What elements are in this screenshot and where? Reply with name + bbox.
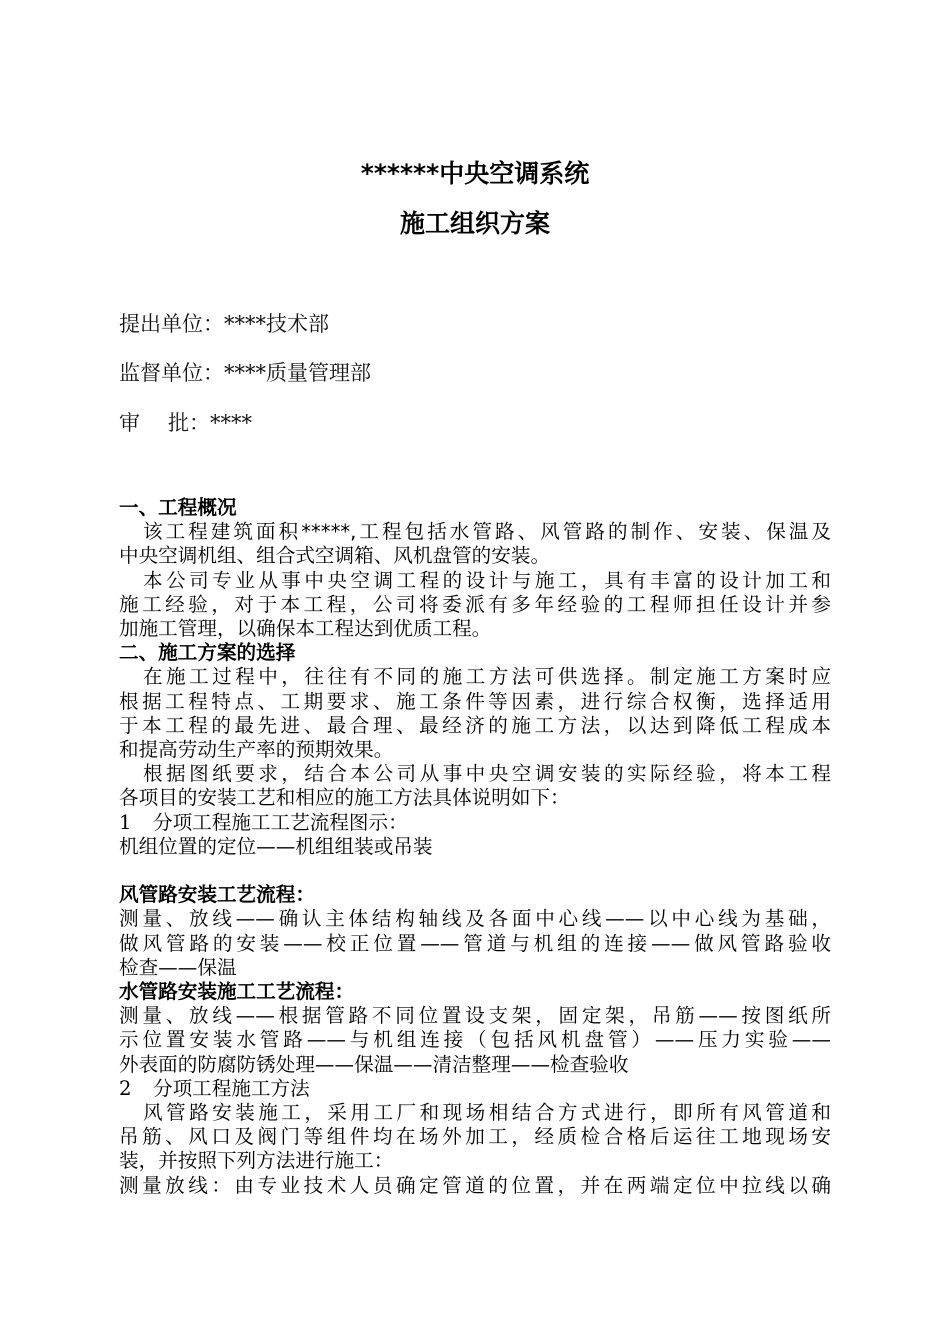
document-title: ******中央空调系统 xyxy=(360,159,590,188)
paragraph xyxy=(119,1174,831,1198)
text-line: 做风管路的安装——校正位置——管道与机组的连接——做风管路验收 xyxy=(119,931,831,955)
section-heading: 一、工程概况 xyxy=(119,496,237,519)
water-flow-heading: 水管路安装施工工艺流程： xyxy=(119,980,355,1004)
document-body xyxy=(119,496,831,1198)
paragraph xyxy=(119,1101,831,1125)
duct-flow-paragraph xyxy=(119,907,831,980)
item-text: 分项工程施工方法 xyxy=(153,1076,310,1100)
text-line: 测量、放线——确认主体结构轴线及各面中心线——以中心线为基础， xyxy=(119,907,831,931)
approval-label-b: 批： xyxy=(168,411,210,435)
text-line: 检查——保温 xyxy=(119,955,237,979)
supervisor-line xyxy=(119,358,371,388)
text-line: 各项目的安装工艺和相应的施工方法具体说明如下： xyxy=(119,786,570,810)
approval-value: **** xyxy=(210,411,252,435)
unit-flow: 机组位置的定位——机组组装或吊装 xyxy=(119,834,433,858)
numbered-item xyxy=(119,1077,831,1101)
text-line: 装，并按照下列方法进行施工： xyxy=(119,1149,394,1173)
paragraph xyxy=(119,665,831,689)
text-line: 根据图纸要求，结合本公司从事中央空调安装的实际经验，将本工程 xyxy=(143,762,831,786)
paragraph-continuation xyxy=(119,786,831,810)
item-number: 2 xyxy=(119,1076,132,1100)
document-subtitle: 施工组织方案 xyxy=(399,209,550,238)
text-line: 测量、放线——根据管路不同位置设支架，固定架，吊筋——按图纸所 xyxy=(119,1004,831,1028)
text-line: 风管路安装施工，采用工厂和现场相结合方式进行，即所有风管道和 xyxy=(143,1101,831,1125)
supervisor-label: 监督单位： xyxy=(119,361,224,385)
text-line: 外表面的防腐防锈处理——保温——清洁整理——检查验收 xyxy=(119,1052,629,1076)
paragraph xyxy=(119,762,831,786)
paragraph xyxy=(119,569,831,593)
text-line: 在施工过程中，往往有不同的施工方法可供选择。制定施工方案时应 xyxy=(143,665,831,689)
text-line: 加施工管理，以确保本工程达到优质工程。 xyxy=(119,617,492,641)
section-heading: 二、施工方案的选择 xyxy=(119,641,296,665)
water-flow-paragraph xyxy=(119,1004,831,1077)
text-line: 本公司专业从事中央空调工程的设计与施工，具有丰富的设计加工和 xyxy=(143,568,831,592)
text-line: 测量放线：由专业技术人员确定管道的位置，并在两端定位中拉线以确 xyxy=(119,1173,831,1197)
paragraph-continuation xyxy=(119,593,831,641)
text-line: 施工经验，对于本工程，公司将委派有多年经验的工程师担任设计并参 xyxy=(119,592,831,616)
duct-flow-heading: 风管路安装工艺流程： xyxy=(119,883,315,907)
text-line: 和提高劳动生产率的预期效果。 xyxy=(119,738,394,762)
paragraph-continuation xyxy=(119,544,831,568)
proposer-label: 提出单位： xyxy=(119,312,224,336)
approval-label-a: 审 xyxy=(119,411,140,435)
supervisor-value: ****质量管理部 xyxy=(224,361,371,385)
paragraph xyxy=(119,520,831,544)
text-line: 中央空调机组、组合式空调箱、风机盘管的安装。 xyxy=(119,544,551,568)
paragraph-continuation xyxy=(119,1125,831,1173)
numbered-item xyxy=(119,811,831,835)
text-line: 吊筋、风口及阀门等组件均在场外加工，经质检合格后运往工地现场安 xyxy=(119,1125,831,1149)
text-line: 根据工程特点、工期要求、施工条件等因素，进行综合权衡，选择适用 xyxy=(119,689,831,713)
item-text: 分项工程施工工艺流程图示： xyxy=(153,810,408,834)
text-line: 于本工程的最先进、最合理、最经济的施工方法，以达到降低工程成本 xyxy=(119,713,831,737)
text-line: 该工程建筑面积*****,工程包括水管路、风管路的制作、安装、保温及 xyxy=(143,520,831,544)
item-number: 1 xyxy=(119,810,132,834)
proposer-line xyxy=(119,309,329,339)
blank-line xyxy=(119,859,831,883)
text-line: 示位置安装水管路——与机组连接（包括风机盘管）——压力实验—— xyxy=(119,1028,831,1052)
approval-line xyxy=(119,408,252,438)
proposer-value: ****技术部 xyxy=(224,312,329,336)
paragraph-continuation xyxy=(119,690,831,763)
